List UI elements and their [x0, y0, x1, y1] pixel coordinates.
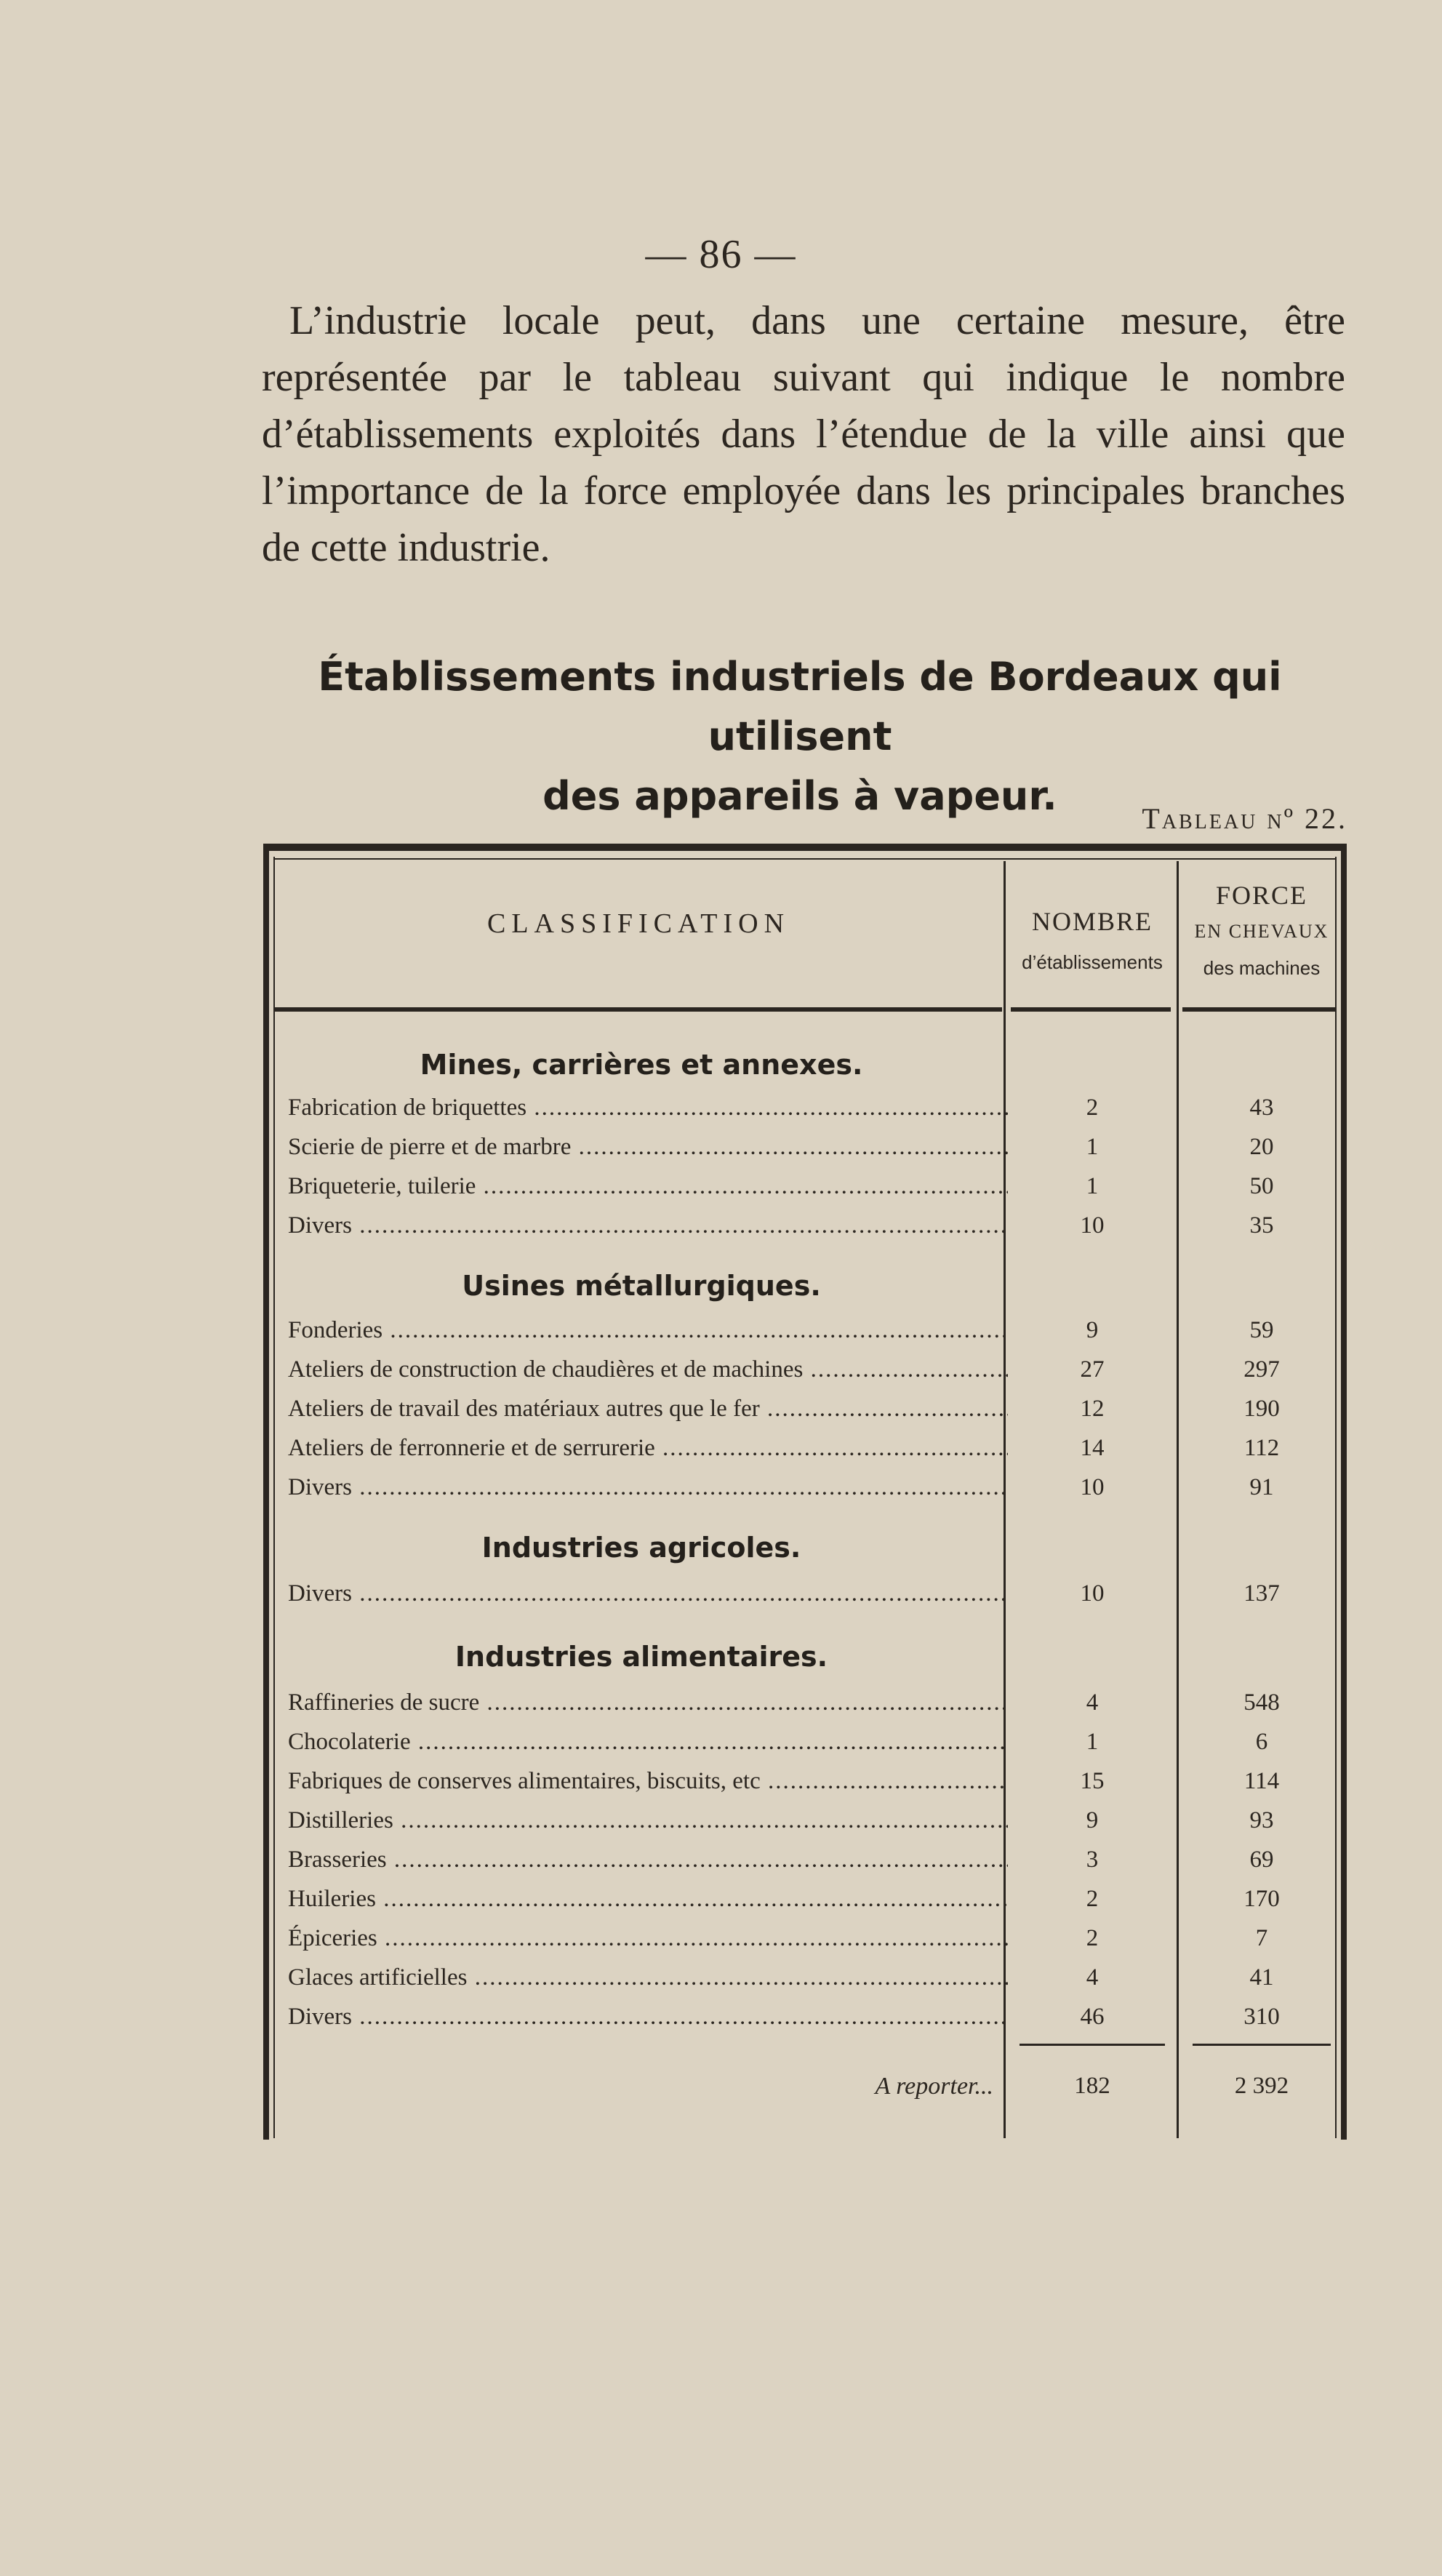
row-force: 91 — [1249, 1474, 1274, 1500]
row-label: Divers ..... — [288, 1574, 1008, 1613]
row-nombre: 1 — [1086, 1134, 1099, 1160]
table-row — [288, 1683, 1335, 1722]
row-force: 43 — [1249, 1095, 1274, 1121]
row-label: Raffineries de sucre ..... — [288, 1683, 1008, 1722]
sum-rule-nombre — [1020, 2044, 1165, 2046]
row-label: Divers ..... — [288, 1997, 1008, 2036]
row-force: 59 — [1249, 1317, 1274, 1343]
table-row — [288, 1389, 1335, 1428]
table-left-border — [263, 844, 269, 2140]
table-row — [288, 1088, 1335, 1127]
table-row — [288, 1206, 1335, 1245]
row-nombre: 1 — [1086, 1729, 1099, 1755]
table-top-border — [263, 844, 1347, 851]
row-force: 35 — [1249, 1212, 1274, 1239]
row-force: 69 — [1249, 1847, 1274, 1873]
row-label: Fabrication de briquettes ..... — [288, 1088, 1008, 1127]
header-inner-rule — [273, 858, 1337, 860]
page-number: — 86 — — [645, 232, 797, 277]
tableau-label: Tableau nº 22. — [1142, 802, 1347, 835]
row-force: 114 — [1243, 1768, 1280, 1794]
row-label: Divers ..... — [288, 1468, 1008, 1507]
title-line-2: des appareils à vapeur. — [542, 773, 1057, 819]
table-row — [288, 1722, 1335, 1761]
table-row — [288, 1919, 1335, 1958]
row-nombre: 27 — [1080, 1356, 1105, 1383]
row-nombre: 10 — [1080, 1212, 1105, 1239]
row-label: Briqueterie, tuilerie ..... — [288, 1167, 1008, 1206]
section-title-mines: Mines, carrières et annexes. — [420, 1049, 863, 1081]
table-row — [288, 1574, 1335, 1613]
row-force: 112 — [1243, 1435, 1280, 1461]
section-title-usines: Usines métallurgiques. — [462, 1270, 821, 1302]
title-line-1: Établissements industriels de Bordeaux qui utilisent — [318, 654, 1282, 759]
row-force: 190 — [1243, 1396, 1280, 1422]
section-title-agricoles: Industries agricoles. — [481, 1532, 801, 1564]
header-force-sub1: EN CHEVAUX — [1194, 921, 1329, 942]
intro-paragraph — [262, 292, 1345, 576]
row-force: 41 — [1249, 1964, 1274, 1991]
table-row — [288, 1350, 1335, 1389]
row-force: 548 — [1243, 1689, 1280, 1716]
row-nombre: 9 — [1086, 1317, 1099, 1343]
row-nombre: 2 — [1086, 1925, 1099, 1951]
header-nombre: NOMBRE — [1031, 907, 1153, 936]
row-label: Distilleries ..... — [288, 1801, 1008, 1840]
header-rule-classification — [275, 1007, 1002, 1012]
intro-text: L’industrie locale peut, dans une certaine mesure, être représentée par le tableau suivant qui indique le nombre d’établissements exploités dans l’étendue de la ville ainsi que l’importance de la force employée dans les principales branches de cette industrie. — [262, 298, 1345, 570]
table-title — [247, 647, 1353, 826]
row-nombre: 2 — [1086, 1095, 1099, 1121]
row-force: 6 — [1255, 1729, 1268, 1755]
table-row — [288, 1997, 1335, 2036]
row-force: 310 — [1243, 2004, 1280, 2030]
row-nombre: 12 — [1080, 1396, 1105, 1422]
header-force-sub2: des machines — [1203, 957, 1321, 979]
row-force: 137 — [1243, 1580, 1280, 1607]
table-row — [288, 1311, 1335, 1350]
row-label: Ateliers de construction de chaudières et de machines ..... — [288, 1350, 1008, 1389]
header-rule-force — [1182, 1007, 1335, 1012]
table-row — [288, 1879, 1335, 1919]
row-force: 297 — [1243, 1356, 1280, 1383]
row-label: Scierie de pierre et de marbre ..... — [288, 1127, 1008, 1167]
row-nombre: 9 — [1086, 1807, 1099, 1833]
row-force: 93 — [1249, 1807, 1274, 1833]
row-force: 7 — [1255, 1925, 1268, 1951]
row-nombre: 15 — [1080, 1768, 1105, 1794]
row-label: Épiceries ..... — [288, 1919, 1008, 1958]
row-label: Fabriques de conserves alimentaires, biscuits, etc ..... — [288, 1761, 1008, 1801]
table-row — [288, 1167, 1335, 1206]
total-force: 2 392 — [1234, 2073, 1289, 2099]
header-rule-nombre — [1011, 1007, 1171, 1012]
header-classification: CLASSIFICATION — [486, 908, 790, 939]
row-label: Divers ..... — [288, 1206, 1008, 1245]
row-label: Ateliers de travail des matériaux autres que le fer ..... — [288, 1389, 1008, 1428]
table-row — [288, 1428, 1335, 1468]
row-nombre: 1 — [1086, 1173, 1099, 1199]
row-nombre: 10 — [1080, 1474, 1105, 1500]
row-label: Chocolaterie ..... — [288, 1722, 1008, 1761]
table-row — [288, 1761, 1335, 1801]
header-nombre-sub: d’établissements — [1022, 951, 1163, 973]
row-nombre: 3 — [1086, 1847, 1099, 1873]
row-label: Glaces artificielles ..... — [288, 1958, 1008, 1997]
table-row — [288, 1801, 1335, 1840]
row-nombre: 4 — [1086, 1964, 1099, 1991]
table-left-inner-border — [273, 857, 275, 2138]
table-row — [288, 1840, 1335, 1879]
section-title-alimentaires: Industries alimentaires. — [454, 1641, 828, 1673]
report-label: A reporter... — [875, 2073, 993, 2100]
row-force: 20 — [1249, 1134, 1274, 1160]
total-nombre: 182 — [1074, 2073, 1110, 2099]
row-force: 170 — [1243, 1886, 1280, 1912]
row-nombre: 10 — [1080, 1580, 1105, 1607]
table-row — [288, 1127, 1335, 1167]
table-row — [288, 1958, 1335, 1997]
row-nombre: 46 — [1080, 2004, 1105, 2030]
header-force: FORCE — [1215, 881, 1308, 910]
industry-table — [263, 844, 1347, 2140]
row-label: Ateliers de ferronnerie et de serrurerie ..... — [288, 1428, 1008, 1468]
row-nombre: 4 — [1086, 1689, 1099, 1716]
row-label: Huileries ..... — [288, 1879, 1008, 1919]
row-label: Fonderies ..... — [288, 1311, 1008, 1350]
row-label: Brasseries ..... — [288, 1840, 1008, 1879]
row-nombre: 14 — [1080, 1435, 1105, 1461]
row-nombre: 2 — [1086, 1886, 1099, 1912]
row-force: 50 — [1249, 1173, 1274, 1199]
sum-rule-force — [1193, 2044, 1331, 2046]
table-row — [288, 1468, 1335, 1507]
